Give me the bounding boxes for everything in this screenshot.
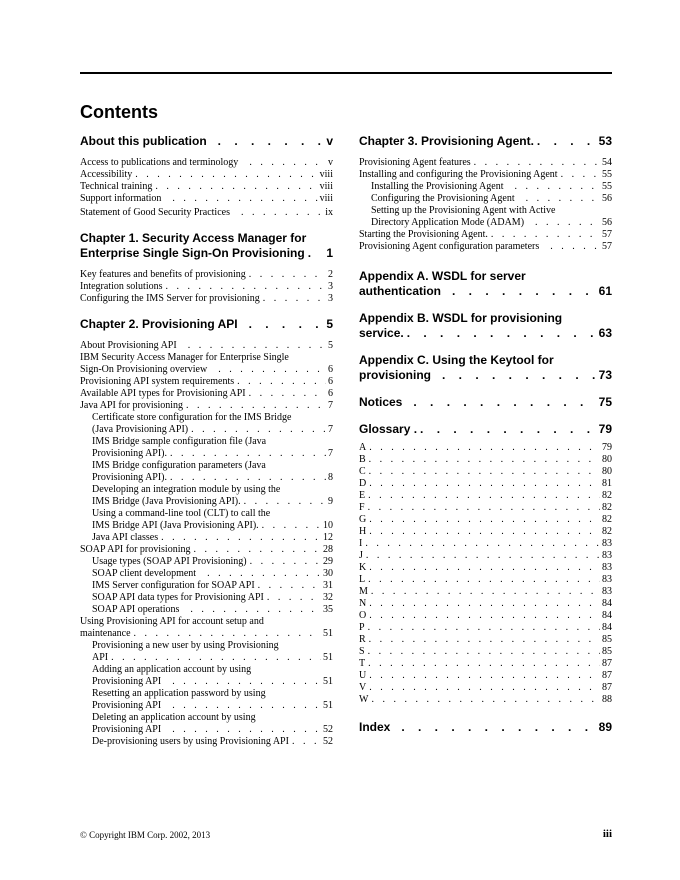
glossary-letter-entry[interactable]: U . . . 87	[359, 670, 612, 682]
glossary-letter-entry[interactable]: E . . . 82	[359, 490, 612, 502]
toc-entry[interactable]: SOAP client development . . . 30	[80, 568, 333, 580]
glossary-letter-entry[interactable]: H . . . 82	[359, 526, 612, 538]
toc-heading-index[interactable]: Index . . . 89	[359, 720, 612, 735]
toc-entry[interactable]: Directory Application Mode (ADAM) . . . 56	[359, 217, 612, 229]
toc-entry[interactable]: Provisioning API system requirements . . . 6	[80, 376, 333, 388]
toc-entry[interactable]: De-provisioning users by using Provisioning API . . . 52	[80, 736, 333, 748]
toc-entry[interactable]: Support information . . . viii	[80, 193, 333, 205]
glossary-letter-entry[interactable]: R . . . 85	[359, 634, 612, 646]
toc-entry[interactable]: Integration solutions . . . 3	[80, 281, 333, 293]
toc-entry[interactable]: Sign-On Provisioning overview . . . 6	[80, 364, 333, 376]
toc-entry[interactable]: IMS Bridge (Java Provisioning API). . . . 9	[80, 496, 333, 508]
toc-heading-appendix-a-line1[interactable]: Appendix A. WSDL for server	[359, 269, 526, 283]
toc-entry[interactable]: Provisioning Agent configuration parameters . . . 57	[359, 241, 612, 253]
toc-entry-line1[interactable]: IMS Bridge configuration parameters (Java	[92, 460, 266, 471]
toc-right-column	[359, 134, 612, 735]
glossary-letter-entry[interactable]: G . . . 82	[359, 514, 612, 526]
toc-entry[interactable]: Provisioning API . . . 51	[80, 676, 333, 688]
toc-entry[interactable]: Provisioning API). . . . 8	[80, 472, 333, 484]
toc-entry-line1[interactable]: IMS Bridge sample configuration file (Java	[92, 436, 267, 447]
toc-entry[interactable]: (Java Provisioning API) . . . 7	[80, 424, 333, 436]
toc-entry[interactable]: Provisioning API . . . 52	[80, 724, 333, 736]
toc-entry[interactable]: Installing and configuring the Provisioning Agent . . . 55	[359, 169, 612, 181]
copyright-notice: © Copyright IBM Corp. 2002, 2013	[80, 830, 211, 840]
toc-entry[interactable]: Provisioning API . . . 51	[80, 700, 333, 712]
glossary-letter-entry[interactable]: A . . . 79	[359, 442, 612, 454]
glossary-letter-entry[interactable]: L . . . 83	[359, 574, 612, 586]
toc-entry[interactable]: SOAP API data types for Provisioning API . . . 32	[80, 592, 333, 604]
glossary-letter-entry[interactable]: V . . . 87	[359, 682, 612, 694]
toc-entry[interactable]: Access to publications and terminology . . . v	[80, 157, 333, 169]
toc-heading-appendix-b[interactable]: service. . . . 63	[359, 326, 612, 341]
page-title: Contents	[80, 102, 158, 122]
toc-heading-appendix-a[interactable]: authentication . . . 61	[359, 284, 612, 299]
toc-heading-chapter3[interactable]: Chapter 3. Provisioning Agent. . . . 53	[359, 134, 612, 149]
toc-heading-chapter1[interactable]: Enterprise Single Sign-On Provisioning . . . 1	[80, 246, 333, 261]
toc-entry-line1[interactable]: Developing an integration module by using the	[92, 484, 281, 495]
toc-entry-line1[interactable]: Adding an application account by using	[92, 664, 252, 675]
toc-left-column	[80, 134, 333, 748]
toc-entry-line1[interactable]: Using a command-line tool (CLT) to call the	[92, 508, 271, 519]
toc-entry[interactable]: maintenance . . . 51	[80, 628, 333, 640]
glossary-letter-entry[interactable]: D . . . 81	[359, 478, 612, 490]
toc-entry[interactable]: Technical training . . . viii	[80, 181, 333, 193]
toc-entry-line1[interactable]: Provisioning a new user by using Provisioning	[92, 640, 279, 651]
glossary-letter-entry[interactable]: C . . . 80	[359, 466, 612, 478]
toc-entry-line1[interactable]: IBM Security Access Manager for Enterprise Single	[80, 352, 289, 363]
toc-heading-notices[interactable]: Notices . . . 75	[359, 395, 612, 410]
page-number: iii	[602, 828, 612, 840]
glossary-letter-entry[interactable]: B . . . 80	[359, 454, 612, 466]
toc-entry[interactable]: SOAP API operations . . . 35	[80, 604, 333, 616]
glossary-letter-entry[interactable]: O . . . 84	[359, 610, 612, 622]
toc-entry[interactable]: Available API types for Provisioning API . . . 6	[80, 388, 333, 400]
toc-heading-chapter1-line1[interactable]: Chapter 1. Security Access Manager for	[80, 231, 307, 245]
toc-entry[interactable]: Configuring the Provisioning Agent . . . 56	[359, 193, 612, 205]
toc-entry[interactable]: Java API classes . . . 12	[80, 532, 333, 544]
glossary-letter-entry[interactable]: W . . . 88	[359, 694, 612, 706]
glossary-letter-entry[interactable]: P . . . 84	[359, 622, 612, 634]
toc-heading-chapter2[interactable]: Chapter 2. Provisioning API . . . 5	[80, 317, 333, 332]
header-rule	[80, 72, 612, 74]
toc-heading-appendix-b-line1[interactable]: Appendix B. WSDL for provisioning	[359, 311, 563, 325]
glossary-letter-entry[interactable]: I . . . 83	[359, 538, 612, 550]
toc-entry[interactable]: IMS Server configuration for SOAP API . . . 31	[80, 580, 333, 592]
glossary-letter-list	[359, 442, 612, 706]
toc-entry[interactable]: About Provisioning API . . . 5	[80, 340, 333, 352]
toc-heading-appendix-c[interactable]: provisioning . . . 73	[359, 368, 612, 383]
toc-entry[interactable]: SOAP API for provisioning . . . 28	[80, 544, 333, 556]
glossary-letter-entry[interactable]: T . . . 87	[359, 658, 612, 670]
toc-entry-line1[interactable]: Using Provisioning API for account setup and	[80, 616, 264, 627]
toc-entry[interactable]: Usage types (SOAP API Provisioning) . . . 29	[80, 556, 333, 568]
toc-entry[interactable]: Accessibility . . . viii	[80, 169, 333, 181]
glossary-letter-entry[interactable]: J . . . 83	[359, 550, 612, 562]
toc-entry[interactable]: Provisioning Agent features . . . 54	[359, 157, 612, 169]
glossary-letter-entry[interactable]: M . . . 83	[359, 586, 612, 598]
toc-entry[interactable]: Installing the Provisioning Agent . . . 55	[359, 181, 612, 193]
toc-entry-line1[interactable]: Deleting an application account by using	[92, 712, 256, 723]
glossary-letter-entry[interactable]: N . . . 84	[359, 598, 612, 610]
toc-entry-line1[interactable]: Setting up the Provisioning Agent with Active	[371, 205, 556, 216]
toc-entry[interactable]: API . . . 51	[80, 652, 333, 664]
toc-entry[interactable]: Statement of Good Security Practices . . . ix	[80, 207, 333, 219]
toc-entry[interactable]: Java API for provisioning . . . 7	[80, 400, 333, 412]
toc-entry[interactable]: Key features and benefits of provisioning . . . 2	[80, 269, 333, 281]
toc-entry-line1[interactable]: Certificate store configuration for the IMS Bridge	[92, 412, 292, 423]
toc-entry[interactable]: Configuring the IMS Server for provisioning . . . 3	[80, 293, 333, 305]
glossary-letter-entry[interactable]: S . . . 85	[359, 646, 612, 658]
toc-heading-appendix-c-line1[interactable]: Appendix C. Using the Keytool for	[359, 353, 554, 367]
glossary-letter-entry[interactable]: F . . . 82	[359, 502, 612, 514]
toc-heading-about[interactable]: About this publication . . . v	[80, 134, 333, 149]
toc-heading-glossary[interactable]: Glossary . . . . 79	[359, 422, 612, 437]
toc-entry[interactable]: Provisioning API). . . . 7	[80, 448, 333, 460]
toc-entry-line1[interactable]: Resetting an application password by using	[92, 688, 266, 699]
glossary-letter-entry[interactable]: K . . . 83	[359, 562, 612, 574]
toc-entry[interactable]: IMS Bridge API (Java Provisioning API). . . . 10	[80, 520, 333, 532]
toc-entry[interactable]: Starting the Provisioning Agent. . . . 57	[359, 229, 612, 241]
